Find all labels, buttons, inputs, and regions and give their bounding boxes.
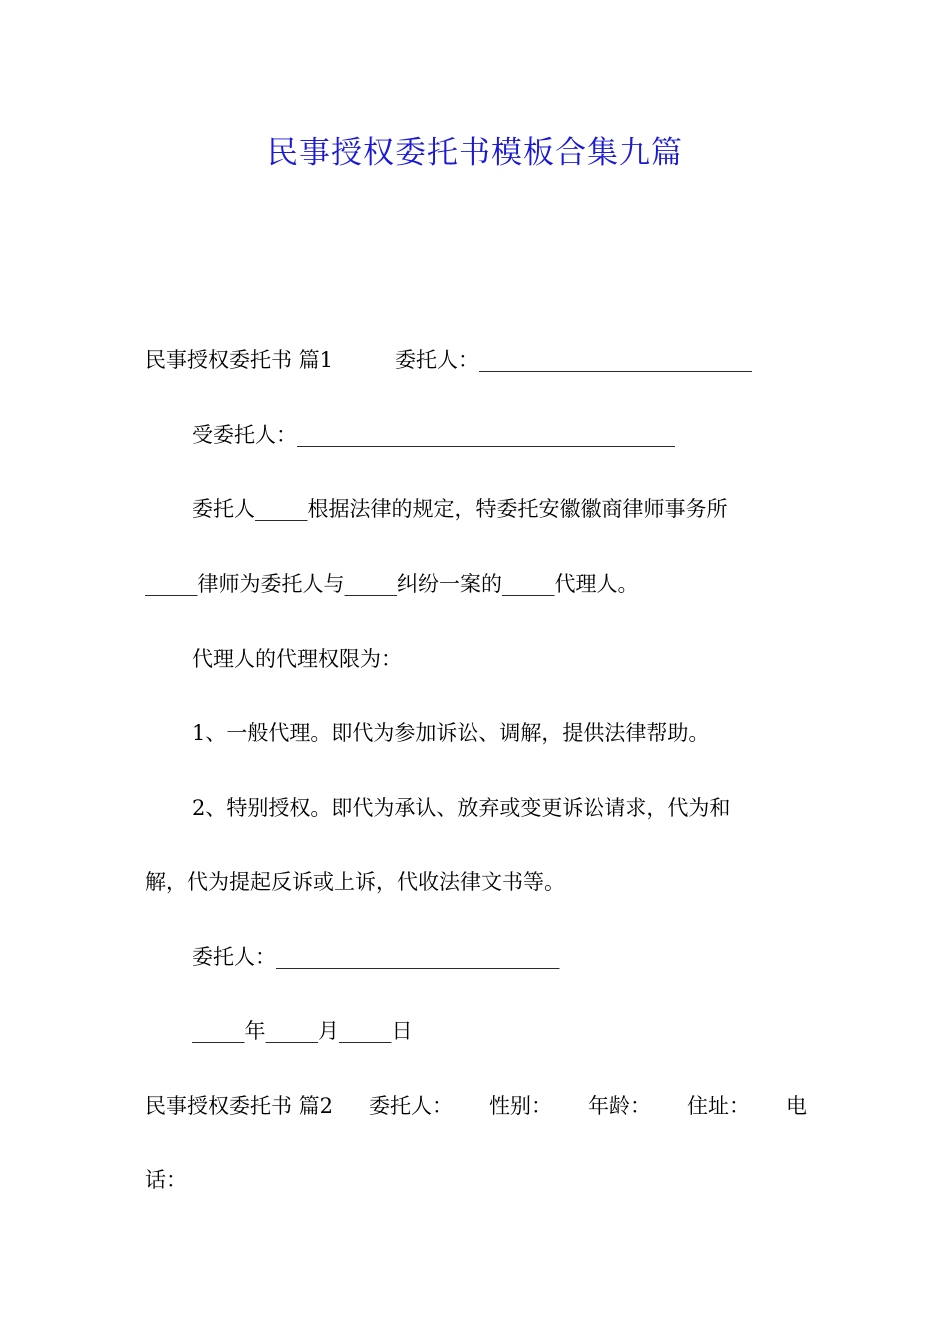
- age-label: 年龄：: [588, 1094, 651, 1118]
- para2-text-a: 律师为委托人与: [197, 572, 345, 596]
- para2-text-c: 代理人。: [554, 572, 639, 596]
- phone-label-part-1: 电: [785, 1094, 807, 1118]
- item-2-line-1: 2、特别授权。即代为承认、放弃或变更诉讼请求，代为和: [192, 796, 731, 820]
- date-line: [192, 1011, 807, 1051]
- section1-principal-label: 委托人：: [395, 348, 480, 372]
- year-label: 年: [244, 1019, 266, 1043]
- document-title: 民事授权委托书模板合集九篇: [267, 135, 683, 171]
- section1-heading: 民事授权委托书 篇1: [145, 348, 334, 372]
- section2-heading: 民事授权委托书 篇2: [145, 1094, 334, 1118]
- year-blank: _____: [192, 1019, 245, 1043]
- para1-text-b: 根据法律的规定，特委托安徽徽商律师事务所: [307, 497, 728, 521]
- gender-label: 性别：: [489, 1094, 553, 1118]
- blank-4: _____: [502, 572, 555, 596]
- para1-text-a: 委托人: [192, 497, 255, 521]
- month-label: 月: [318, 1019, 339, 1043]
- day-blank: _____: [339, 1019, 392, 1043]
- section1-first-line: [145, 340, 807, 380]
- section2-principal-label: 委托人：: [369, 1094, 454, 1118]
- sign-line: [192, 937, 807, 977]
- agent-label: 受委托人：: [192, 423, 297, 447]
- month-blank: _____: [265, 1019, 318, 1043]
- phone-label-part-2: 话：: [145, 1168, 187, 1192]
- blank-1: _____: [255, 497, 308, 521]
- sign-blank: ___________________________: [276, 945, 560, 969]
- agent-blank: ____________________________________: [297, 423, 675, 447]
- principal-blank: __________________________: [479, 348, 753, 372]
- address-label: 住址：: [686, 1094, 750, 1118]
- sign-label: 委托人：: [192, 945, 276, 969]
- section2-first-line: [145, 1086, 807, 1126]
- agent-line: [192, 415, 807, 455]
- item-1: 1、一般代理。即代为参加诉讼、调解，提供法律帮助。: [192, 721, 710, 745]
- blank-2: _____: [145, 572, 198, 596]
- blank-3: _____: [344, 572, 397, 596]
- day-label: 日: [391, 1019, 413, 1043]
- item-2-line-2: 解，代为提起反诉或上诉，代收法律文书等。: [145, 870, 565, 894]
- scope-intro: 代理人的代理权限为：: [192, 647, 402, 671]
- para2-text-b: 纠纷一案的: [397, 572, 502, 596]
- para2-line: [145, 564, 807, 604]
- para1-line: [192, 489, 807, 529]
